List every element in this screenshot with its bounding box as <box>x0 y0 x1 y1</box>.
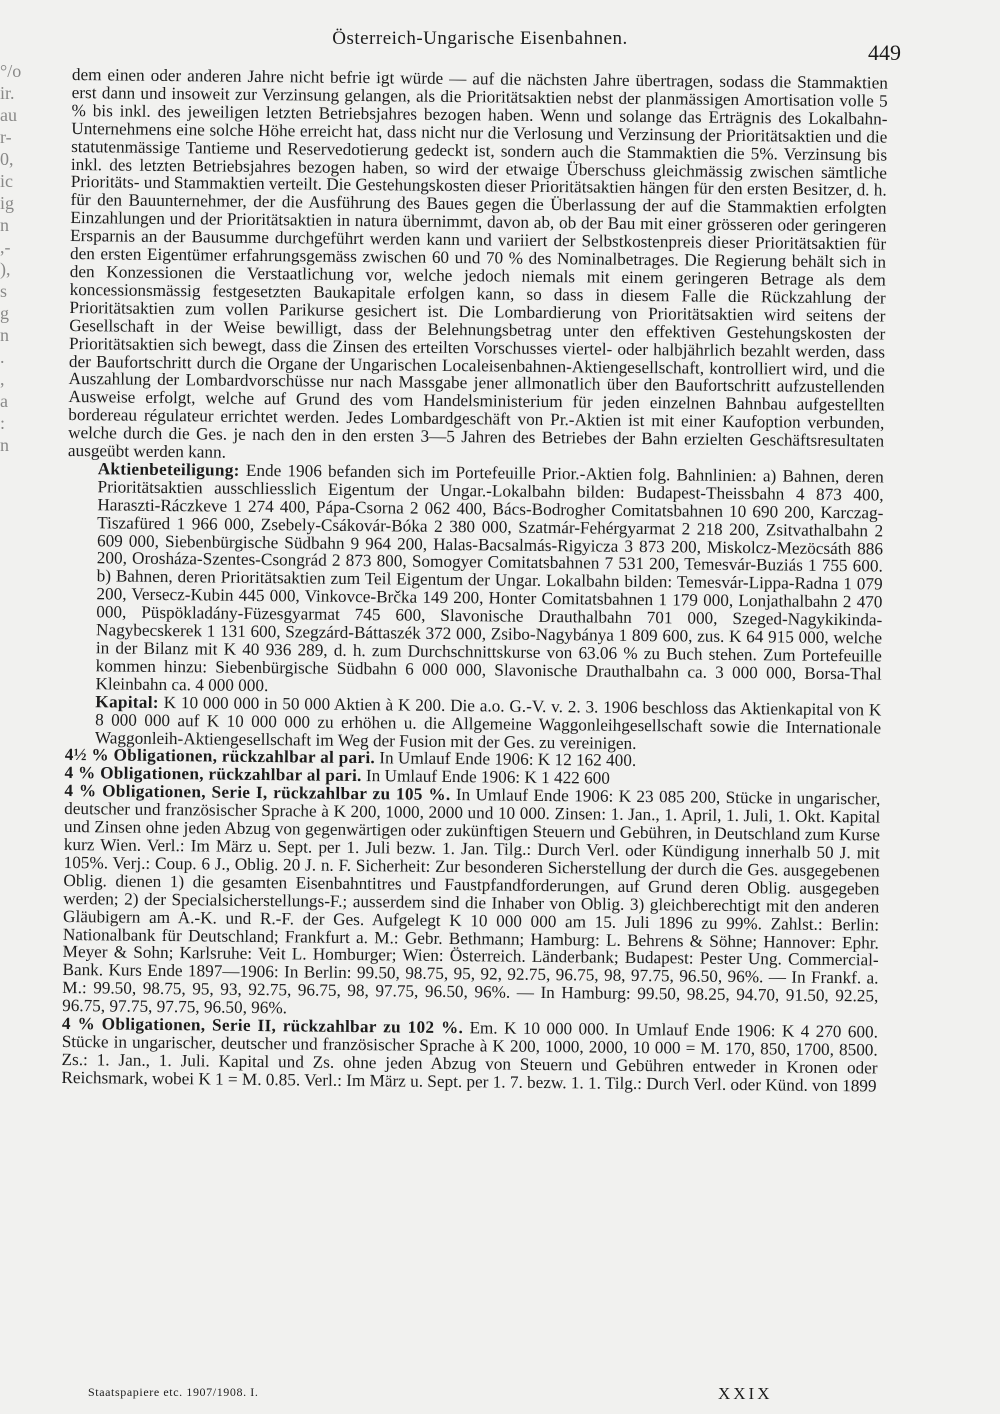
paragraph-aktienbeteiligung <box>65 460 883 701</box>
margin-fragment: , <box>0 369 5 389</box>
margin-fragment: °/o <box>0 61 22 81</box>
section-text: In Umlauf Ende 1906: K 1 422 600 <box>361 766 610 789</box>
margin-fragment: a <box>0 391 8 411</box>
section-text: In Umlauf Ende 1906: K 23 085 200, Stücke in ungarischer, deutscher und französischer Sprache à K 200, 1000, 2000 und 10 000. Zinsen: 1. Jan., 1. April, 1. Juli, 1. Okt. Kapital und Zinsen ohne jeden Abzug von gegenwärtigen oder zukünftigen Steuern und Gebühren, in Deutschland zum Kurse kurz Wien. Verl.: Im März u. Sept. per 1. Juli bezw. 1. Jan. Tilg.: Durch Verl. oder Kündigung innerhalb 50 J. mit 105%. Verj.: Coup. 6 J., Oblig. 20 J. n. F. Sicherheit: Zur besonderen Sicherstellung der durch die Ges. ausgegebenen Oblig. dienen 1) die gesamten Eisenbahntitres und Faustpfandforderungen, auf Grund deren Oblig. ausgegeben werden; 2) der Specialsicherstellungs-F.; ausserdem sind die Inhaber von Oblig. 3) gleichberechtigt mit den anderen Gläubigern am A.-K. und R.-F. der Ges. Aufgelegt K 10 000 000 am 15. Juli 1896 zu 99%. Zahlst.: Berlin: Nationalbank für Deutschland; Frankfurt a. M.: Gebr. Bethmann; Hamburg: L. Behrens & Söhne; Hannover: Ephr. Meyer & Sohn; Karlsruhe: Veit L. Homburger; Wien: Österreich. Länderbank; Budapest: Pester Ung. Commercial-Bank. Kurs Ende 1897—1906: In Berlin: 99.50, 98.75, 95, 92, 92.75, 96.75, 98, 97.75, 96.50, 96%. — In Frankf. a. M.: 99.50, 98.75, 95, 93, 92.75, 96.75, 98, 97.75, 96.50, 96%. — In Hamburg: 99.50, 98.25, 94.70, 91.50, 92.25, 96.75, 97.75, 97.75, 96.50, 96%. <box>62 785 881 1018</box>
section-text: In Umlauf Ende 1906: K 12 162 400. <box>374 748 637 771</box>
body-text <box>61 66 888 1095</box>
margin-fragment: ), <box>0 259 11 279</box>
margin-fragment: ig <box>0 193 15 213</box>
section-text: Em. K 10 000 000. In Umlauf Ende 1906: K 4 270 600. Stücke in ungarischer, deutscher und französischer Sprache à K 200, 1000, 2000, 10 000 = M. 170, 850, 1700, 8500. Zs.: 1. Jan., 1. Juli. Kapital und Zs. ohne jeden Abzug von Steuern und Gebühren entweder in Kronen oder Reichsmark, wobei K 1 = M. 0.85. Verl.: Im März u. Sept. per 1. 7. bezw. 1. 1. Tilg.: Durch Verl. oder Künd. von 1899 <box>61 1018 879 1096</box>
margin-fragment: s <box>0 281 8 301</box>
running-head: Österreich-Ungarische Eisenbahnen. <box>332 28 628 49</box>
section-text: K 10 000 000 in 50 000 Aktien à K 200. Die a.o. G.-V. v. 2. 3. 1906 beschloss das Aktienkapital von K 8 000 000 auf K 10 000 000 zu erhöhen u. die Allgemeine Waggonleihgesellschaft sowie die Internationale Waggonleih-Aktiengesellschaft im Weg der Fusion mit der Ges. zu vereinigen. <box>94 692 882 753</box>
section-heading: 4 % Obligationen, Serie II, rückzahlbar zu 102 %. <box>61 1013 464 1038</box>
section-text: Ende 1906 befanden sich im Portefeuille Prior.-Aktien folg. Bahnlinien: a) Bahnen, deren Prioritätsaktien ausschliesslich Eigentum der Ungar.-Lokalbahn bilden: Budapest-Theissbahn 4 873 400, Haraszti-Ráczkeve 1 274 400, Pápa-Csorna 2 062 400, Bács-Bodrogher Comitatsbahnen 10 690 200, Karczag-Tiszafüred 1 966 000, Zsebely-Csákovár-Bóka 2 380 000, Szatmár-Fehérgyarmat 2 218 200, Zsitvathalbahn 2 609 000, Siebenbürgische Südbahn 9 964 200, Halas-Bacsalmás-Rigyicza 3 873 200, Miskolcz-Mezöcsáth 886 200, Orosháza-Szentes-Csongrád 2 873 800, Somogyer Comitatsbahnen 7 531 200, Temesvár-Buziás 1 755 600. b) Bahnen, deren Prioritätsaktien zum Teil Eigentum der Ungar. Lokalbahn bilden: Temesvár-Lippa-Radna 1 079 200, Versecz-Kubin 445 000, Vinkovce-Brčka 149 200, Honter Comitatsbahnen 1 179 000, Lonjathalbahn 2 470 000, Püspökladány-Füzesgyarmat 745 600, Slavonische Drauthalbahn 701 000, Szeged-Nagykikinda-Nagybecskerek 1 131 600, Szegzárd-Báttaszék 372 000, Zsibo-Nagybánya 1 809 600, zus. K 64 915 000, welche in der Bilanz mit K 40 936 289, d. h. zum Durchschnittskurse von 63.06 % zu Buch stehen. Zum Portefeuille kommen hinzu: Siebenbürgische Südbahn 6 000 000, Slavonische Drauthalbahn ca. 3 000 000, Borsa-Thal Kleinbahn ca. 4 000 000. <box>95 460 884 695</box>
margin-fragment: ,- <box>0 237 11 257</box>
margin-fragment: n <box>0 435 9 455</box>
margin-fragment: au <box>0 105 17 125</box>
page-number: 449 <box>868 40 901 65</box>
footer-imprint: Staatspapiere etc. 1907/1908. I. <box>88 1385 259 1399</box>
margin-fragment: r- <box>0 127 12 147</box>
margin-fragment: : <box>0 413 6 433</box>
margin-fragment: ic <box>0 171 13 191</box>
margin-fragment: ir. <box>0 83 15 103</box>
margin-fragment: n <box>0 215 9 235</box>
section-heading: Kapital: <box>95 691 159 712</box>
paragraph-obligationen-serie-1 <box>62 782 880 1023</box>
margin-fragment: 0, <box>0 149 14 169</box>
paragraph-obligationen-serie-2 <box>61 1015 878 1095</box>
margin-fragment: g <box>0 303 9 323</box>
section-heading: 4 % Obligationen, Serie I, rückzahlbar zu 105 %. <box>64 781 451 805</box>
paragraph-kapital <box>65 693 882 755</box>
paragraph-intro: dem einen oder anderen Jahre nicht befrie igt würde — auf die nächsten Jahre übertragen, sodass die Stammaktien erst dann und insoweit zur Verzinsung gelangen, als die Prioritätsaktien nebst der planmässigen Amortisation volle 5 % bis inkl. des jeweiligen letzten Betriebsjahres bezogen haben. Wenn und solange das Erträgnis des Lokalbahn-Unternehmens eine solche Höhe erreicht hat, dass nicht nur die Verlosung und Verzinsung der Prioritätsaktien und die statutenmässige Tantieme und Reservedotierung gedeckt ist, sondern auch die Stammaktien die 5%. Verzinsung bis inkl. des letzten Betriebsjahres bezogen haben, so wird der etwaige Überschuss gleichmässig zwischen sämtliche Prioritäts- und Stammaktien verteilt. Die Gestehungskosten dieser Prioritätsaktien hängen für den ersten Besitzer, d. h. für den Bauunternehmer, der die Ausführung des Baues gegen die Überlassung der auf die Stammaktien erfolgten Einzahlungen und der Prioritätsaktien in natura übernimmt, davon ab, ob der Bau mit einer grösseren oder geringeren Ersparnis an der Bausumme durchgeführt werden kann und variiert der Selbstkostenpreis dieser Prioritätsaktien für den ersten Eigentümer erfahrungsgemäss zwischen 60 und 70 % des Nominalbetrages. Die Regierung behält sich in den Konzessionen die Verstaatlichung vor, welche jedoch niemals mit einem geringeren Betrage als dem koncessionsmässig festgesetzten Baukapitale erfolgen kann, so dass in diesem Falle die Rückzahlung der Prioritätsaktien zum vollen Parikurse gesichert ist. Die Lombardierung von Prioritätsaktien wird seitens der Gesellschaft in der Weise bewilligt, dass der Belehnungsbetrag unter den effektiven Gestehungskosten der Prioritätsaktien sich bewegt, dass die Zinsen des erteilten Vorschusses viertel- oder halbjährlich bezahlt werden, dass der Baufortschritt durch die Organe der Ungarischen Localeisenbahnen-Aktiengesellschaft, kontrolliert wird, und die Auszahlung der Lombardvorschüsse nur nach Massgabe jener allmonatlich über den Baufortschritt aufzustellenden Ausweise erfolgt, welche auf Grund des vom Handelsministerium für jeden einzelnen Bahnbau aufgestellten bordereau régulateur errichtet werden. Jedes Lombardgeschäft von Pr.-Aktien ist mit einer Kaufoption verbunden, welche durch die Ges. je nach den in den ersten 3—5 Jahren des Betriebes der Bahn erzielten Geschäftsresultaten ausgeübt werden kann. <box>67 65 888 462</box>
section-heading: 4½ % Obligationen, rückzahlbar al pari. <box>64 745 376 768</box>
left-margin-fragments <box>0 60 22 456</box>
section-heading: 4 % Obligationen, rückzahlbar al pari. <box>64 763 362 786</box>
margin-fragment: . <box>0 347 5 367</box>
margin-fragment: n <box>0 325 9 345</box>
section-heading: Aktienbeteiligung: <box>97 459 240 480</box>
footer-signature: XXIX <box>718 1384 773 1403</box>
